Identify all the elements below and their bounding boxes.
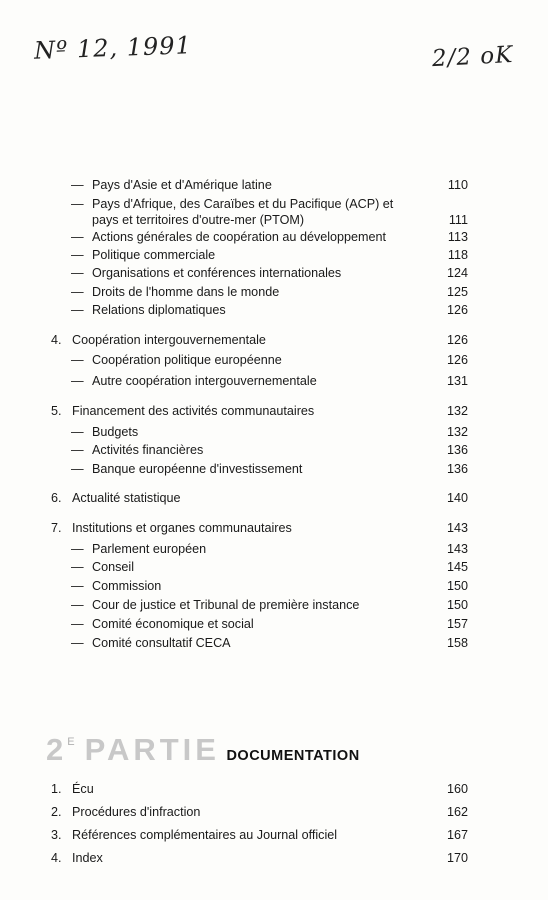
part-superscript: E	[67, 736, 75, 748]
toc-subentry	[0, 441, 548, 459]
toc-label: Parlement européen	[92, 542, 207, 556]
section-number: 2.	[51, 805, 62, 819]
toc-label: Institutions et organes communautaires	[72, 521, 292, 535]
toc-label: Actions générales de coopération au développement	[92, 230, 387, 244]
toc-label: Droits de l'homme dans le monde	[92, 285, 280, 299]
page-number: 110	[447, 178, 468, 192]
section-number: 1.	[51, 782, 62, 796]
section-number: 5.	[51, 404, 62, 418]
toc-subentry	[0, 264, 548, 282]
section-number: 4.	[51, 851, 62, 865]
toc-label: Cour de justice et Tribunal de première instance	[92, 598, 360, 612]
toc-label: Index	[72, 851, 103, 865]
toc-label: Relations diplomatiques	[92, 303, 226, 317]
page-number: 145	[446, 560, 468, 574]
toc-label: Activités financières	[92, 443, 204, 457]
dash-marker	[71, 246, 84, 264]
toc-subentry	[0, 558, 548, 576]
toc-subentry	[0, 615, 548, 633]
dash-marker	[71, 423, 84, 441]
page-number: 150	[446, 579, 468, 593]
toc-label: Financement des activités communautaires	[72, 404, 315, 418]
toc-label: Banque européenne d'investissement	[92, 462, 303, 476]
toc-label: Écu	[72, 782, 94, 796]
dash-marker	[71, 301, 84, 319]
page-number: 157	[446, 617, 468, 631]
toc-subentry	[0, 301, 548, 319]
toc-subentry	[0, 196, 548, 230]
toc-subentry	[0, 351, 548, 369]
page-number: 170	[446, 851, 468, 865]
page-number: 143	[446, 542, 468, 556]
toc-section	[0, 489, 548, 507]
toc-label: Comité économique et social	[92, 617, 254, 631]
toc-label: Politique commerciale	[92, 248, 216, 262]
page-number: 140	[446, 491, 468, 505]
dash-marker	[71, 596, 84, 614]
toc-subentry	[0, 176, 548, 194]
page-number: 111	[448, 213, 468, 227]
toc-subentry	[0, 283, 548, 301]
toc-section	[0, 331, 548, 349]
page-number: 143	[446, 521, 468, 535]
toc-subentry	[0, 540, 548, 558]
dash-marker	[71, 441, 84, 459]
dash-marker	[71, 372, 84, 390]
part-number: 2	[46, 732, 68, 767]
toc-subentry	[0, 634, 548, 652]
toc-label: Pays d'Asie et d'Amérique latine	[92, 178, 272, 192]
dash-marker	[71, 558, 84, 576]
toc-section	[0, 780, 548, 798]
toc-section	[0, 402, 548, 420]
dash-marker	[71, 615, 84, 633]
page-number: 132	[446, 425, 468, 439]
dash-marker	[71, 196, 84, 212]
page-number: 126	[446, 353, 468, 367]
page-number: 126	[446, 333, 468, 347]
page-number: 162	[446, 805, 468, 819]
toc-label: Conseil	[92, 560, 134, 574]
dash-marker	[71, 540, 84, 558]
dash-marker	[71, 176, 84, 194]
page-number: 167	[446, 828, 468, 842]
page-number: 150	[446, 598, 468, 612]
toc-subentry	[0, 228, 548, 246]
page-number: 125	[446, 285, 468, 299]
page-number: 160	[446, 782, 468, 796]
dash-marker	[71, 228, 84, 246]
page-number: 113	[447, 230, 468, 244]
page-number: 136	[446, 443, 468, 457]
toc-subentry	[0, 577, 548, 595]
toc-label: Budgets	[92, 425, 139, 439]
toc-label: Actualité statistique	[72, 491, 181, 505]
section-number: 3.	[51, 828, 62, 842]
section-number: 7.	[51, 521, 62, 535]
section-number: 6.	[51, 491, 62, 505]
dash-marker	[71, 283, 84, 301]
handwritten-ok-note: 2/2 oK	[431, 41, 514, 73]
toc-label: Organisations et conférences internationales	[92, 266, 342, 280]
toc-section	[0, 826, 548, 844]
part-word: PARTIE	[84, 732, 220, 767]
page-number: 131	[446, 374, 468, 388]
page-number: 124	[446, 266, 468, 280]
toc-subentry	[0, 460, 548, 478]
handwritten-issue-note: Nº 12, 1991	[33, 31, 193, 65]
section-number: 4.	[51, 333, 62, 347]
page-number: 118	[447, 248, 468, 262]
toc-label: Coopération intergouvernementale	[72, 333, 266, 347]
toc-subentry	[0, 372, 548, 390]
toc-label: Références complémentaires au Journal officiel	[72, 828, 338, 842]
toc-label: Commission	[92, 579, 162, 593]
page-number: 136	[446, 462, 468, 476]
toc-label: Pays d'Afrique, des Caraïbes et du Pacifique (ACP) et pays et territoires d'outre-mer (PTOM)	[92, 197, 394, 227]
part-title: DOCUMENTATION	[226, 748, 360, 764]
toc-section	[0, 849, 548, 867]
page-number: 126	[446, 303, 468, 317]
dash-marker	[71, 577, 84, 595]
page-number: 158	[446, 636, 468, 650]
toc-subentry	[0, 596, 548, 614]
dash-marker	[71, 634, 84, 652]
toc-subentry	[0, 246, 548, 264]
toc-label: Procédures d'infraction	[72, 805, 201, 819]
toc-subentry	[0, 423, 548, 441]
toc-label: Comité consultatif CECA	[92, 636, 231, 650]
toc-section	[0, 803, 548, 821]
dash-marker	[71, 351, 84, 369]
toc-label: Coopération politique européenne	[92, 353, 282, 367]
dash-marker	[71, 264, 84, 282]
toc-label: Autre coopération intergouvernementale	[92, 374, 317, 388]
part-2-heading	[46, 732, 360, 772]
toc-section	[0, 519, 548, 537]
dash-marker	[71, 460, 84, 478]
page-number: 132	[446, 404, 468, 418]
